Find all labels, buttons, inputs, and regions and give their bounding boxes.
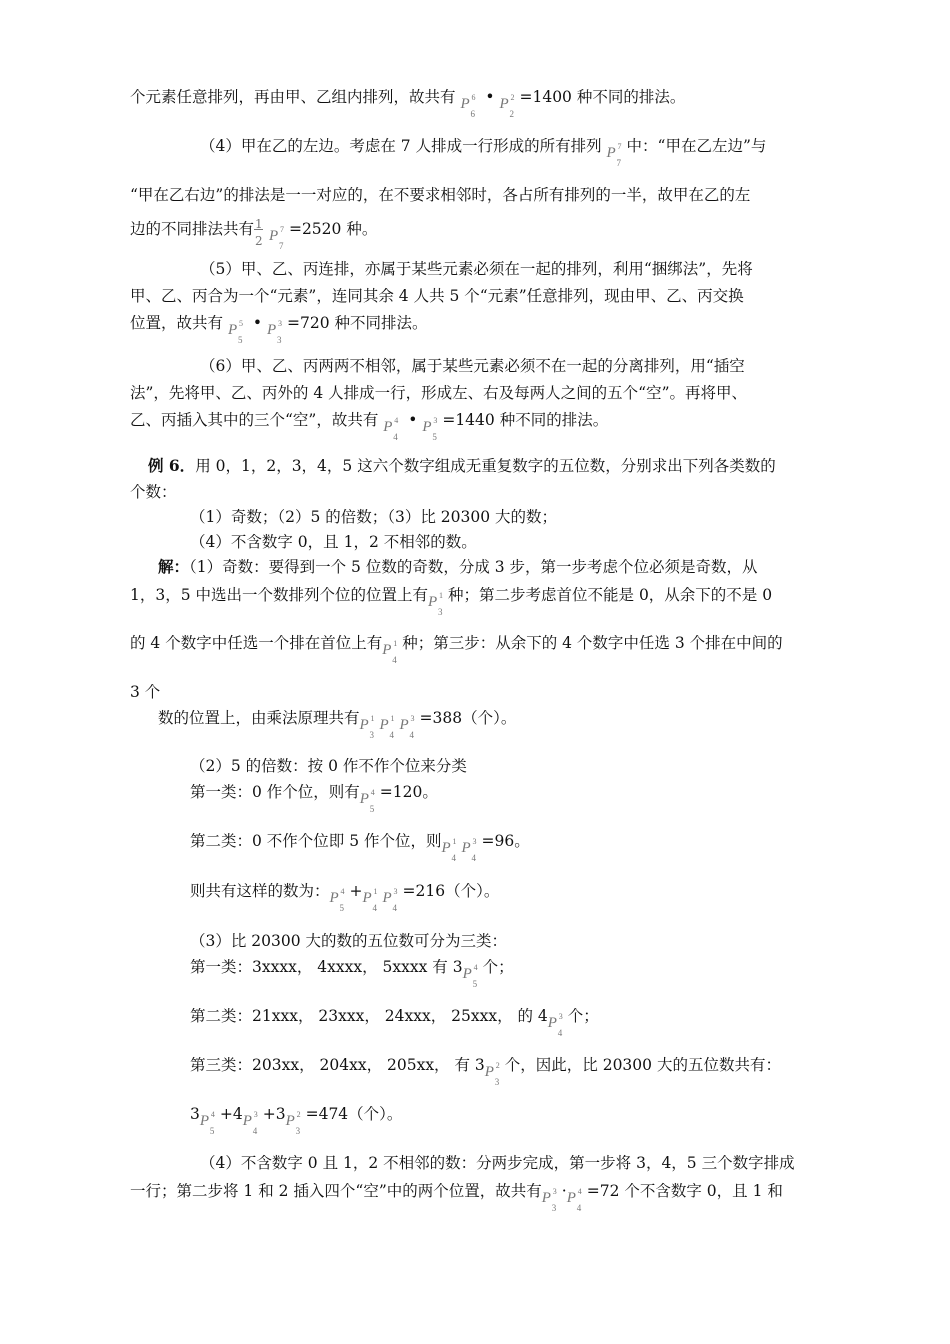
text: 数的位置上，由乘法原理共有	[158, 709, 360, 727]
text: =96。	[481, 832, 530, 850]
solution-label: 解：	[158, 557, 190, 576]
part3-line-2	[190, 956, 514, 989]
text: （1）奇数：要得到一个 5 位数的奇数，分成 3 步，第一步考虑个位必须是奇数，从	[189, 558, 758, 576]
plus-sign: +	[349, 882, 363, 900]
text: 第一类：3xxxx， 4xxxx， 5xxxx 有 3	[190, 958, 463, 976]
text: 则共有这样的数为：	[190, 882, 330, 900]
text: 用 0，1，2，3，4，5 这六个数字组成无重复数字的五位数，分别求出下列各类数的	[195, 457, 776, 475]
text: =1440 种不同的排法。	[442, 411, 609, 429]
text: 个，因此，比 20300 大的五位数共有：	[504, 1056, 781, 1074]
text-line-8: （6）甲、乙、丙两两不相邻，属于某些元素必须不在一起的分离排列，用“插空	[200, 357, 745, 375]
perm-p32: P 3 2	[484, 1061, 500, 1087]
perm-p43: P 4 3	[399, 714, 415, 740]
text-line-3: “甲在乙右边”的排法是一一对应的，在不要求相邻时，各占所有排列的一半，故甲在乙的左	[130, 186, 751, 204]
text-line-5: （5）甲、乙、丙连排，亦属于某些元素必须在一起的排列，利用“捆绑法”，先将	[200, 260, 753, 278]
text: 3	[190, 1105, 200, 1123]
text-line-7	[130, 312, 428, 345]
perm-p33: P 3 3	[541, 1187, 557, 1213]
text: =720 种不同排法。	[286, 314, 428, 332]
perm-p41: P 4 1	[379, 714, 395, 740]
text: +4	[219, 1105, 243, 1123]
text: 第三类：203xx， 204xx， 205xx， 有 3	[190, 1056, 485, 1074]
text: +3	[262, 1105, 286, 1123]
text: 个元素任意排列，再由甲、乙组内排列，故共有	[130, 88, 456, 106]
text-line-2	[200, 135, 767, 168]
perm-p66: P 6 6	[460, 93, 476, 119]
text: =120。	[379, 783, 438, 801]
text: （4）甲在乙的左边。考虑在 7 人排成一行形成的所有排列	[200, 137, 602, 155]
part3-line-1: （3）比 20300 大的数的五位数可分为三类：	[190, 932, 508, 950]
perm-p43: P 4 3	[242, 1110, 258, 1136]
text: 边的不同排法共有	[130, 220, 255, 238]
text-line-6: 甲、乙、丙合为一个“元素”，连同其余 4 人共 5 个“元素”任意排列，现由甲、乙、丙交换	[130, 287, 744, 305]
text-line-9: 法”，先将甲、乙、丙外的 4 人排成一行，形成左、右及每两人之间的五个“空”。再将甲、	[130, 384, 747, 402]
example-label: 例 6．	[148, 456, 196, 475]
perm-p43: P 4 3	[547, 1012, 563, 1038]
text: 中：“甲在乙左边”与	[626, 137, 767, 155]
part4-line-1: （4）不含数字 0 且 1，2 不相邻的数：分两步完成，第一步将 3，4，5 三个数字排成	[200, 1154, 795, 1172]
text: =1400 种不同的排法。	[519, 88, 686, 106]
solution-line-1	[158, 556, 758, 578]
part3-line-4	[190, 1054, 781, 1087]
text: 个；	[482, 958, 514, 976]
perm-p54: P 5 4	[359, 788, 375, 814]
text: 个；	[567, 1007, 599, 1025]
part2-line-4	[190, 880, 500, 913]
solution-line-3	[130, 632, 783, 665]
perm-p41: P 4 1	[362, 887, 378, 913]
text: 种；第二步考虑首位不能是 0，从余下的不是 0	[448, 586, 773, 604]
text-line-10	[130, 409, 609, 442]
perm-p43: P 4 3	[382, 887, 398, 913]
solution-line-5	[158, 707, 517, 740]
perm-p32: P 3 2	[285, 1110, 301, 1136]
perm-p43: P 4 3	[461, 837, 477, 863]
perm-p77: P 7 7	[606, 142, 622, 168]
solution-line-4: 3 个	[130, 683, 161, 701]
dot: ·	[561, 1182, 567, 1200]
perm-p31: P 3 1	[359, 714, 375, 740]
part2-line-3	[190, 830, 530, 863]
fraction-half: $\frac{1}{2}$	[255, 217, 263, 248]
text: 一行；第二步将 1 和 2 插入四个“空”中的两个位置，故共有	[130, 1182, 542, 1200]
perm-p44: P 4 4	[566, 1187, 582, 1213]
example-6-line-1	[148, 455, 776, 477]
text: 种；第三步：从余下的 4 个数字中任选 3 个排在中间的	[402, 634, 783, 652]
text: 第一类：0 作个位，则有	[190, 783, 360, 801]
part3-line-3	[190, 1005, 599, 1038]
question-line-2: （4）不含数字 0，且 1，2 不相邻的数。	[190, 533, 477, 551]
perm-p44: P 4 4	[383, 416, 399, 442]
text: 第二类：21xxx， 23xxx， 24xxx， 25xxx， 的 4	[190, 1007, 548, 1025]
perm-p31: P 3 1	[428, 591, 444, 617]
part2-line-2	[190, 781, 438, 814]
text: 1，3，5 中选出一个数排列个位的位置上有	[130, 586, 429, 604]
perm-p55: P 5 5	[227, 319, 243, 345]
perm-p41: P 4 1	[441, 837, 457, 863]
text: =72 个不含数字 0，且 1 和	[586, 1182, 783, 1200]
text-line-1	[130, 86, 686, 119]
dot: •	[252, 314, 263, 332]
part2-line-1: （2）5 的倍数：按 0 作不作个位来分类	[190, 757, 467, 775]
text: =216（个）。	[402, 882, 500, 900]
perm-p54: P 5 4	[199, 1110, 215, 1136]
text: =388（个）。	[419, 709, 517, 727]
perm-p53: P 5 3	[422, 416, 438, 442]
perm-p41: P 4 1	[382, 639, 398, 665]
text: 的 4 个数字中任选一个排在首位上有	[130, 634, 383, 652]
text: 位置，故共有	[130, 314, 224, 332]
part3-line-5	[190, 1103, 403, 1136]
perm-p54: P 5 4	[462, 963, 478, 989]
text: =474（个）。	[305, 1105, 403, 1123]
perm-p33: P 3 3	[266, 319, 282, 345]
dot: •	[485, 88, 495, 106]
part4-line-2	[130, 1180, 783, 1213]
text: 乙、丙插入其中的三个“空”，故共有	[130, 411, 379, 429]
perm-p77: P 7 7	[268, 225, 284, 251]
perm-p22: P 2 2	[499, 93, 515, 119]
solution-line-2	[130, 584, 773, 617]
perm-p54: P 5 4	[329, 887, 345, 913]
text-line-4	[130, 215, 378, 251]
question-line-1: （1）奇数；（2）5 的倍数；（3）比 20300 大的数；	[190, 508, 558, 526]
text: 第二类：0 不作个位即 5 作个位，则	[190, 832, 442, 850]
dot: •	[408, 411, 418, 429]
example-6-line-2: 个数：	[130, 483, 177, 501]
text: =2520 种。	[288, 220, 378, 238]
